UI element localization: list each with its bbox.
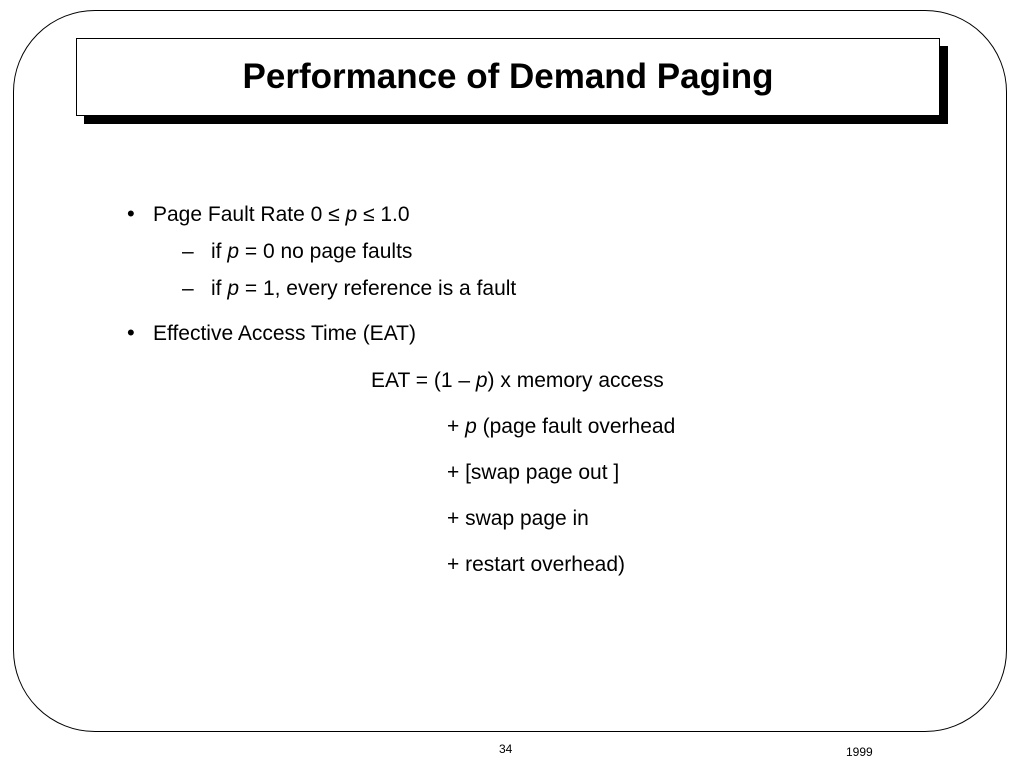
- variable-p: p: [465, 415, 477, 438]
- bullet-1-part-b: 1.0: [374, 203, 410, 226]
- formula-line-1-part-a: EAT = (1 –: [371, 369, 476, 392]
- sub-bullet-2-part-a: if: [211, 277, 228, 300]
- formula-line-2: [447, 414, 675, 440]
- bullet-2-symbol: •: [127, 320, 135, 345]
- title-box: [76, 38, 940, 116]
- bullet-1-part-a: Page Fault Rate 0: [153, 203, 329, 226]
- sub-bullet-2-text: [211, 276, 516, 302]
- formula-line-4: + swap page in: [447, 507, 589, 530]
- formula-line-1: [371, 368, 664, 394]
- sub-bullet-1-part-a: if: [211, 240, 228, 263]
- formula-line-2-part-b: (page fault overhead: [476, 415, 676, 438]
- sub-bullet-1-symbol: –: [182, 240, 194, 263]
- page-number: 34: [499, 742, 513, 756]
- page-title: Performance of Demand Paging: [242, 57, 774, 96]
- bullet-2-text: [153, 321, 416, 347]
- variable-p: p: [475, 369, 488, 392]
- formula-line-5: + restart overhead): [447, 553, 626, 576]
- sub-bullet-2-part-b: = 1, every reference is a fault: [239, 277, 517, 300]
- sub-bullet-2-symbol: –: [182, 277, 194, 300]
- sub-bullet-1-text: [211, 239, 412, 265]
- leq-symbol-1: ≤: [328, 203, 340, 226]
- formula-line-1-part-b: ) x memory access: [487, 369, 664, 392]
- bullet-1-text: [153, 202, 410, 228]
- variable-p: p: [345, 203, 358, 226]
- variable-p: p: [227, 240, 240, 263]
- footer-year: 1999: [846, 745, 873, 759]
- bullet-1-symbol: •: [127, 201, 135, 226]
- bullet-2-part-a: Effective Access Time (EAT): [153, 322, 416, 345]
- formula-line-3: + [swap page out ]: [447, 461, 620, 484]
- formula-line-2-part-a: +: [447, 415, 466, 438]
- leq-symbol-2: ≤: [363, 203, 375, 226]
- variable-p: p: [227, 277, 240, 300]
- sub-bullet-1-part-b: = 0 no page faults: [239, 240, 413, 263]
